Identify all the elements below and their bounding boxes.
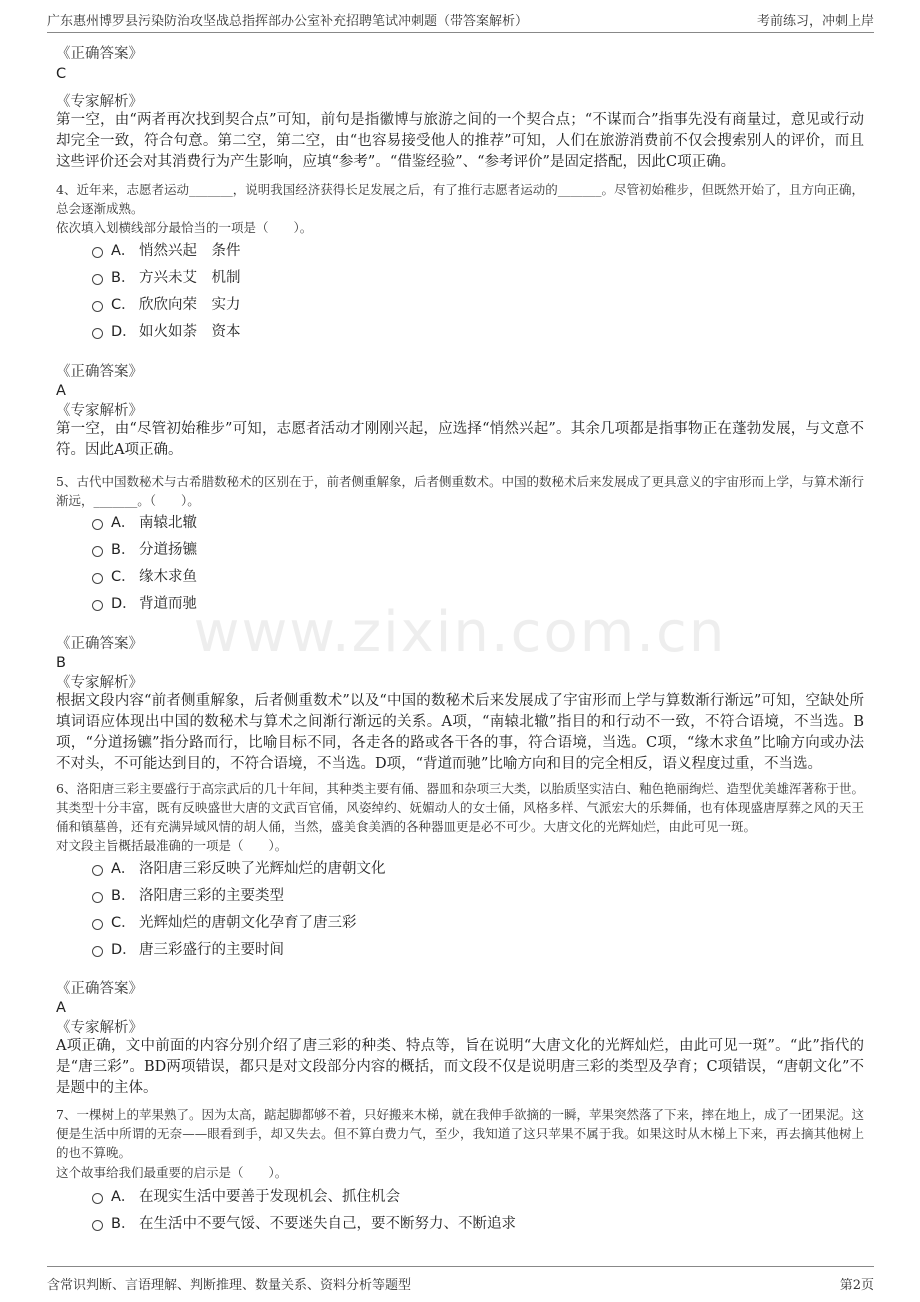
option-letter: A．: [111, 861, 136, 877]
option-text: 方兴未艾 机制: [139, 270, 241, 286]
analysis-text: 根据文段内容“前者侧重解象，后者侧重数术”以及“中国的数秘术后来发展成了宇宙形而上学与算数渐行渐远”可知，空缺处所填词语应体现出中国的数秘术与算术之间渐行渐远的关系。A项，“南辕北辙”指目的和行动不一致，不符合语境，不当选。B项，“分道扬镳”指分路而行，比喻目标不同，各走各的路或各干各的事，符合语境，当选。C项，“缘木求鱼”比喻方向或办法不对头，不可能达到目的，不符合语境，不当选。D项，“背道而驰”比喻方向和目的完全相反，语义程度过重，不当选。: [56, 693, 864, 772]
option-text: 悄然兴起 条件: [139, 243, 241, 259]
radio-icon[interactable]: [92, 865, 103, 876]
radio-icon[interactable]: [92, 1220, 103, 1231]
analysis-text: 第一空，由“两者再次找到契合点”可知，前句是指徽博与旅游之间的一个契合点；“不谋而合”指事先没有商量过，意见或行动却完全一致，符合句意。第二空，第二空，由“也容易接受他人的推荐”可知，人们在旅游消费前不仅会搜索别人的评价，而且这些评价还会对其消费行为产生影响，应填“参考”。“借鉴经验”、“参考评价”是固定搭配，因此C项正确。: [56, 112, 864, 170]
option-a[interactable]: [92, 854, 386, 881]
option-text: 缘木求鱼: [139, 569, 197, 585]
radio-icon[interactable]: [92, 1193, 103, 1204]
analysis-label: 《专家解析》: [56, 403, 143, 419]
question-stem: 6、洛阳唐三彩主要盛行于高宗武后的几十年间，其种类主要有俑、器皿和杂项三大类，以胎质坚实洁白、釉色艳丽绚烂、造型优美雄浑著称于世。其类型十分丰富，既有反映盛世大唐的文武百官俑，风姿绰约、妩媚动人的女士俑，风格多样、气派宏大的乐舞俑，也有体现盛唐厚葬之风的天王俑和镇墓兽，还有充满异域风情的胡人俑，当然，盛美食美酒的各种器皿更是必不可少。大唐文化的光辉灿烂，由此可见一斑。: [56, 781, 864, 834]
question-prompt: 这个故事给我们最重要的启示是（ ）。: [56, 1165, 288, 1180]
option-text: 光辉灿烂的唐朝文化孕育了唐三彩: [139, 915, 357, 931]
option-letter: C．: [111, 297, 136, 313]
option-c[interactable]: [92, 908, 386, 935]
option-d[interactable]: [92, 935, 386, 962]
analysis-text: 第一空，由“尽管初始稚步”可知，志愿者活动才刚刚兴起，应选择“悄然兴起”。其余几项都是指事物正在蓬勃发展，与文意不符。因此A项正确。: [56, 421, 864, 458]
option-text: 欣欣向荣 实力: [139, 297, 241, 313]
option-c[interactable]: [92, 290, 241, 317]
option-letter: D．: [111, 324, 137, 340]
radio-icon[interactable]: [92, 328, 103, 339]
option-b[interactable]: [92, 535, 197, 562]
radio-icon[interactable]: [92, 247, 103, 258]
radio-icon[interactable]: [92, 519, 103, 530]
option-text: 背道而驰: [139, 596, 197, 612]
answer-value: C: [56, 66, 67, 82]
radio-icon[interactable]: [92, 301, 103, 312]
option-c[interactable]: [92, 562, 197, 589]
option-text: 在现实生活中要善于发现机会、抓住机会: [139, 1189, 400, 1205]
question-prompt: 依次填入划横线部分最恰当的一项是（ ）。: [56, 220, 313, 235]
answer-value: A: [56, 383, 66, 399]
option-b[interactable]: [92, 1209, 516, 1236]
page-footer: [47, 1266, 874, 1293]
radio-icon[interactable]: [92, 600, 103, 611]
question-prompt: 对文段主旨概括最准确的一项是（ ）。: [56, 838, 288, 853]
answer-label: 《正确答案》: [56, 636, 143, 652]
radio-icon[interactable]: [92, 892, 103, 903]
page-number: 第2页: [839, 1278, 874, 1293]
answer-value: B: [56, 655, 66, 671]
option-list: [92, 1182, 516, 1236]
option-list: [92, 854, 386, 962]
question-stem: 7、一棵树上的苹果熟了。因为太高，踮起脚都够不着，只好搬来木梯，就在我伸手欲摘的一瞬，苹果突然落了下来，摔在地上，成了一团果泥。这便是生活中所谓的无奈——眼看到手，却又失去。但不算白费力气，至少，我知道了这只苹果不属于我。如果这时从木梯上下来，再去摘其他树上的也不算晚。: [56, 1107, 864, 1160]
option-text: 在生活中不要气馁、不要迷失自己，要不断努力、不断追求: [139, 1216, 516, 1232]
option-a[interactable]: [92, 1182, 516, 1209]
option-list: [92, 236, 241, 344]
radio-icon[interactable]: [92, 573, 103, 584]
option-d[interactable]: [92, 317, 241, 344]
option-a[interactable]: [92, 236, 241, 263]
option-text: 唐三彩盛行的主要时间: [139, 942, 284, 958]
header-slogan: 考前练习，冲刺上岸: [756, 14, 874, 29]
analysis-label: 《专家解析》: [56, 94, 143, 110]
analysis-text: A项正确，文中前面的内容分别介绍了唐三彩的种类、特点等，旨在说明“大唐文化的光辉灿烂，由此可见一斑”。“此”指代的是“唐三彩”。BD两项错误，都只是对文段部分内容的概括，而文段不仅是说明唐三彩的类型及孕育；C项错误，“唐朝文化”不是题中的主体。: [56, 1038, 864, 1096]
answer-label: 《正确答案》: [56, 364, 143, 380]
document-title: 广东惠州博罗县污染防治攻坚战总指挥部办公室补充招聘笔试冲刺题（带答案解析）: [47, 14, 529, 29]
option-b[interactable]: [92, 881, 386, 908]
radio-icon[interactable]: [92, 274, 103, 285]
question-stem: 4、近年来，志愿者运动_______，说明我国经济获得长足发展之后，有了推行志愿者运动的_______。尽管初始稚步，但既然开始了，且方向正确，总会逐渐成熟。: [56, 182, 864, 216]
option-text: 洛阳唐三彩反映了光辉灿烂的唐朝文化: [139, 861, 386, 877]
answer-label: 《正确答案》: [56, 46, 143, 62]
option-list: [92, 508, 197, 616]
option-letter: D．: [111, 596, 137, 612]
radio-icon[interactable]: [92, 946, 103, 957]
option-letter: A．: [111, 243, 136, 259]
radio-icon[interactable]: [92, 919, 103, 930]
option-letter: A．: [111, 515, 136, 531]
option-letter: C．: [111, 915, 136, 931]
option-text: 洛阳唐三彩的主要类型: [139, 888, 284, 904]
option-b[interactable]: [92, 263, 241, 290]
watermark: www.zixin.com.cn: [193, 600, 727, 665]
option-letter: B．: [111, 888, 136, 904]
option-letter: C．: [111, 569, 136, 585]
radio-icon[interactable]: [92, 546, 103, 557]
analysis-label: 《专家解析》: [56, 1020, 143, 1036]
option-text: 分道扬镳: [139, 542, 197, 558]
answer-value: A: [56, 1000, 66, 1016]
option-letter: D．: [111, 942, 137, 958]
option-letter: B．: [111, 270, 136, 286]
option-letter: B．: [111, 1216, 136, 1232]
analysis-label: 《专家解析》: [56, 675, 143, 691]
option-letter: B．: [111, 542, 136, 558]
option-d[interactable]: [92, 589, 197, 616]
footer-note: 含常识判断、言语理解、判断推理、数量关系、资料分析等题型: [47, 1278, 412, 1293]
option-text: 如火如荼 资本: [139, 324, 241, 340]
answer-label: 《正确答案》: [56, 981, 143, 997]
option-letter: A．: [111, 1189, 136, 1205]
question-stem: 5、古代中国数秘术与古希腊数秘术的区别在于，前者侧重解象，后者侧重数术。中国的数秘术后来发展成了更具意义的宇宙形而上学，与算术渐行渐远，_______。（ ）。: [56, 474, 864, 508]
page-header: [47, 10, 874, 33]
option-a[interactable]: [92, 508, 197, 535]
option-text: 南辕北辙: [139, 515, 197, 531]
